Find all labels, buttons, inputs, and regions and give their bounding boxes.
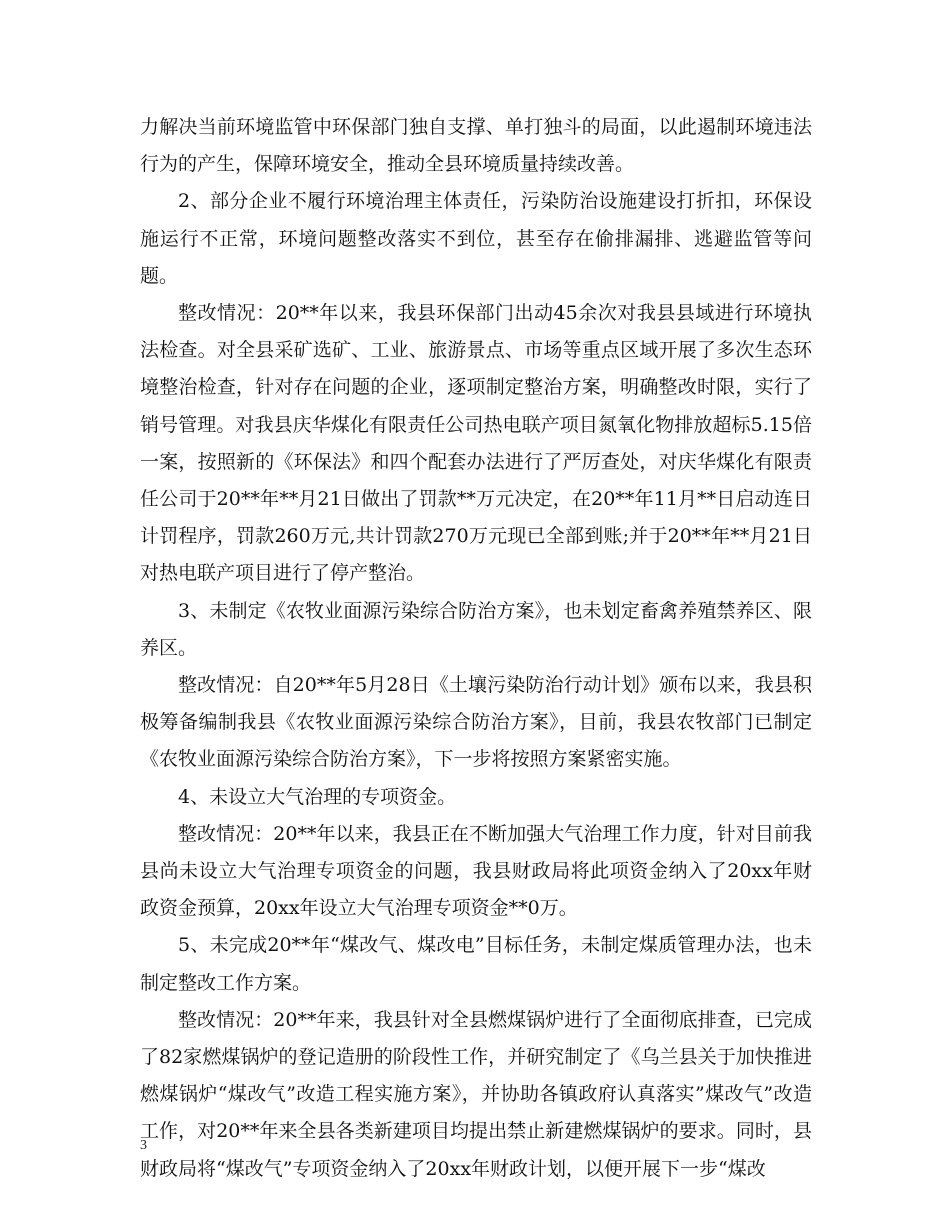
paragraph-7: 整改情况：20**年以来，我县正在不断加强大气治理工作力度，针对目前我县尚未设立大气治理专项资金的问题，我县财政局将此项资金纳入了20xx年财政资金预算，20xx年设立大气治理专项资金**0万。 <box>140 822 812 920</box>
paragraph-6: 4、未设立大气治理的专项资金。 <box>178 785 457 808</box>
paragraph-2: 2、部分企业不履行环境治理主体责任，污染防治设施建设打折扣，环保设施运行不正常，环境问题整改落实不到位，甚至存在偷排漏排、逃避监管等问题。 <box>140 190 812 287</box>
paragraph-3: 整改情况：20**年以来，我县环保部门出动45余次对我县县域进行环境执法检查。对全县采矿选矿、工业、旅游景点、市场等重点区域开展了多次生态环境整治检查，针对存在问题的企业，逐项制定整治方案，明确整改时限，实行了销号管理。对我县庆华煤化有限责任公司热电联产项目氮氧化物排放超标5.15倍一案，按照新的《环保法》和四个配套办法进行了严厉查处，对庆华煤化有限责任公司于20**年**月21日做出了罚款**万元决定，在20**年11月**日启动连日计罚程序，罚款260万元,共计罚款270万元现已全部到账;并于20**年**月21日对热电联产项目进行了停产整治。 <box>140 302 812 585</box>
paragraph-5: 整改情况：自20**年5月28日《土壤污染防治行动计划》颁布以来，我县积极筹备编制我县《农牧业面源污染综合防治方案》，目前，我县农牧部门已制定《农牧业面源污染综合防治方案》，下一步将按照方案紧密实施。 <box>140 674 812 771</box>
page-number: 3 <box>140 1138 147 1153</box>
document-body <box>140 109 812 1188</box>
paragraph-1: 力解决当前环境监管中环保部门独自支撑、单打独斗的局面，以此遏制环境违法行为的产生，保障环境安全，推动全县环境质量持续改善。 <box>140 116 812 176</box>
paragraph-4: 3、未制定《农牧业面源污染综合防治方案》，也未划定畜禽养殖禁养区、限养区。 <box>140 599 812 659</box>
paragraph-8: 5、未完成20**年“煤改气、煤改电”目标任务，未制定煤质管理办法，也未制定整改工作方案。 <box>140 934 812 994</box>
paragraph-9: 整改情况：20**年来，我县针对全县燃煤锅炉进行了全面彻底排查，已完成了82家燃煤锅炉的登记造册的阶段性工作，并研究制定了《乌兰县关于加快推进燃煤锅炉“煤改气”改造工程实施方案》，并协助各镇政府认真落实”煤改气”改造工作，对20**年来全县各类新建项目均提出禁止新建燃煤锅炉的要求。同时，县财政局将“煤改气”专项资金纳入了20xx年财政计划，以便开展下一步“煤改 <box>140 1008 812 1180</box>
